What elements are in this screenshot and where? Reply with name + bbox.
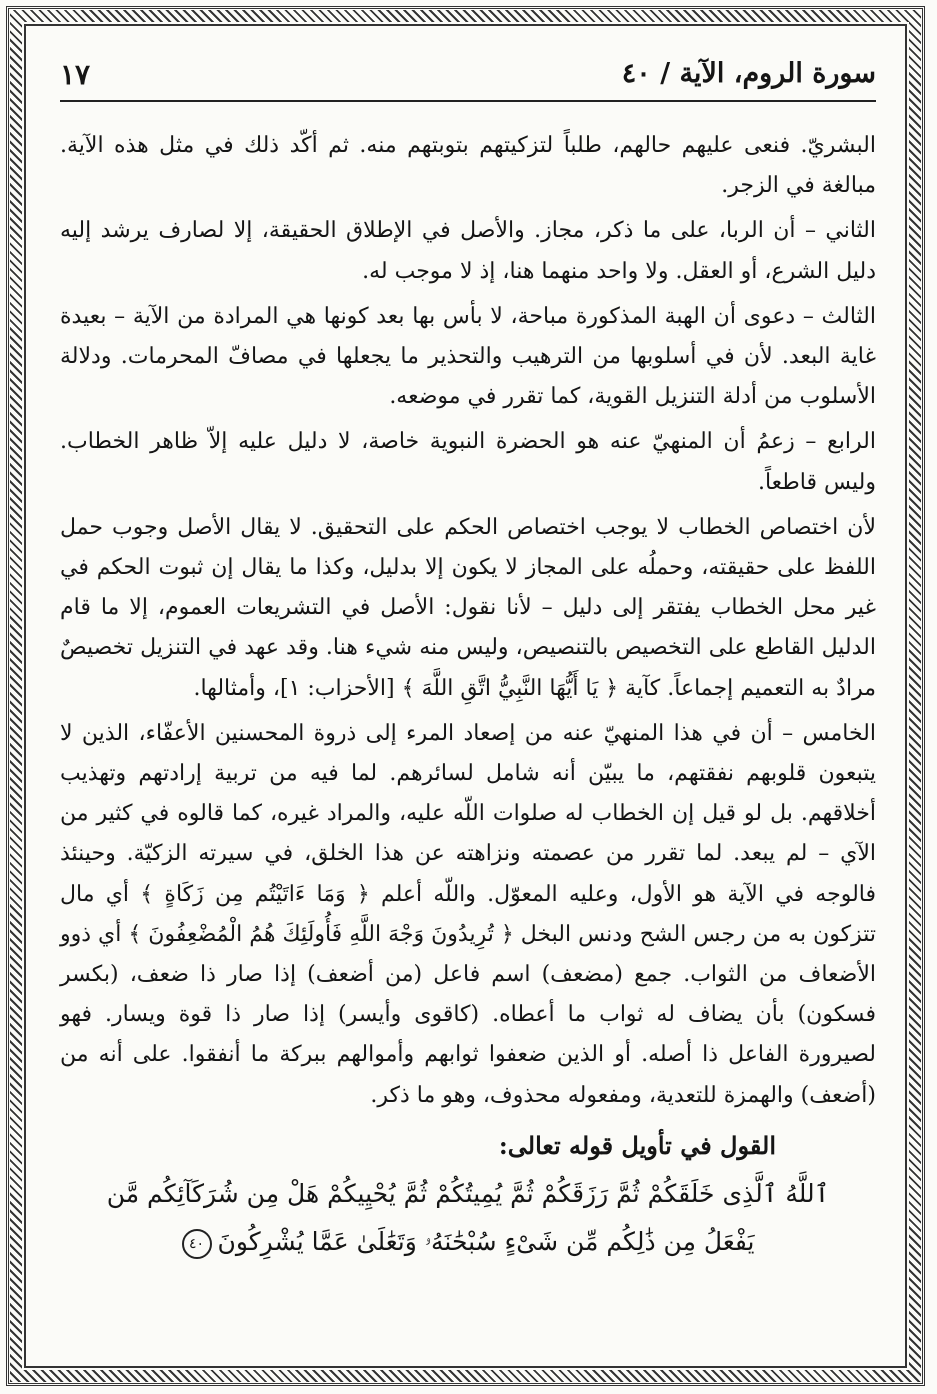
page-body <box>60 126 876 1266</box>
quran-verse <box>60 1170 876 1266</box>
quran-verse-line-2-text: يَفْعَلُ مِن ذَٰلِكُم مِّن شَىْءٍ سُبْحَٰنَهُۥ وَتَعَٰلَىٰ عَمَّا يُشْرِكُونَ <box>217 1227 755 1257</box>
paragraph-1: البشريّ. فنعى عليهم حالهم، طلباً لتزكيتهم بتوبتهم منه. ثم أكّد ذلك في مثل هذه الآية. مبالغة في الزجر. <box>60 133 876 199</box>
quran-verse-line-2 <box>60 1218 876 1266</box>
paragraph-3: الثالث – دعوى أن الهبة المذكورة مباحة، لا بأس بها بعد كونها هي المرادة من الآية – بعيدة غاية البعد. لأن في أسلوبها من الترهيب والتحذير ما يجعلها في مصافّ المحرمات. ودلالة الأسلوب من أدلة التنزيل القوية، كما تقرر في موضعه. <box>60 303 876 410</box>
paragraph-5: لأن اختصاص الخطاب لا يوجب اختصاص الحكم على التحقيق. لا يقال الأصل وجوب حمل اللفظ على حقيقته، وحملُه على المجاز لا يكون إلا بدليل، وكذا ما يقال إن ثبوت الحكم في غير محل الخطاب يفتقر إلى دليل – لأنا نقول: الأصل في التشريعات العموم، إلا ما قام الدليل القاطع على التخصيص بالتنصيص، وليس منه شيء هنا. وقد عهد في التنزيل تخصيصٌ مرادٌ به التعميم إجماعاً. كآية ﴿ يَا أَيُّهَا النَّبِيُّ اتَّقِ اللَّهَ ﴾ [الأحزاب: ١]، وأمثالها. <box>60 514 876 701</box>
book-page <box>60 48 876 1348</box>
page-number: ١٧ <box>60 58 91 91</box>
surah-title: سورة الروم، الآية / ٤٠ <box>621 58 876 89</box>
quran-verse-line-1: ٱللَّهُ ٱلَّذِى خَلَقَكُمْ ثُمَّ رَزَقَكُمْ ثُمَّ يُمِيتُكُمْ ثُمَّ يُحْيِيكُمْ هَلْ مِن شُرَكَآئِكُم مَّن <box>106 1179 830 1209</box>
paragraph-6: الخامس – أن في هذا المنهيّ عنه من إصعاد المرء إلى ذروة المحسنين الأعفّاء، الذين لا يتبعون قلوبهم نفقتهم، ما يبيّن أنه شامل لسائرهم. لما فيه من تربية إرادتهم وتهذيب أخلاقهم. بل لو قيل إن الخطاب له صلوات اللّه عليه، والمراد غيره، كما قالوه في كثير من الآي – لم يبعد. لما تقرر من عصمته ونزاهته عن هذا الخلق، في سيرته الزكيّة. وحينئذ فالوجه في الآية هو الأول، وعليه المعوّل. واللّه أعلم ﴿ وَمَا ءَاتَيْتُم مِن زَكَاةٍ ﴾ أي مال تتزكون به من رجس الشح ودنس البخل ﴿ تُرِيدُونَ وَجْهَ اللَّهِ فَأُولَئِكَ هُمُ الْمُضْعِفُونَ ﴾ أي ذوو الأضعاف من الثواب. جمع (مضعف) اسم فاعل (من أضعف) إذا صار ذا ضعف، (بكسر فسكون) بأن يضاف له ثواب ما أعطاه. (كاقوى وأيسر) إذا صار ذا قوة ويسار. فهو لصيرورة الفاعل ذا أصله. أو الذين ضعفوا ثوابهم وأموالهم ببركة ما أنفقوا. على أنه من (أضعف) والهمزة للتعدية، ومفعوله محذوف، وهو ما ذكر. <box>60 720 876 1108</box>
page-header <box>60 48 876 102</box>
verse-number-marker: ٤٠ <box>182 1229 212 1259</box>
paragraph-2: الثاني – أن الربا، على ما ذكر، مجاز. والأصل في الإطلاق الحقيقة، إلا لصارف يرشد إليه دليل الشرع، أو العقل. ولا واحد منهما هنا، إذ لا موجب له. <box>60 218 876 284</box>
section-heading: القول في تأويل قوله تعالى: <box>498 1130 776 1160</box>
paragraph-4: الرابع – زعمُ أن المنهيّ عنه هو الحضرة النبوية خاصة، لا دليل عليه إلاّ ظاهر الخطاب. وليس قاطعاً. <box>60 429 876 495</box>
